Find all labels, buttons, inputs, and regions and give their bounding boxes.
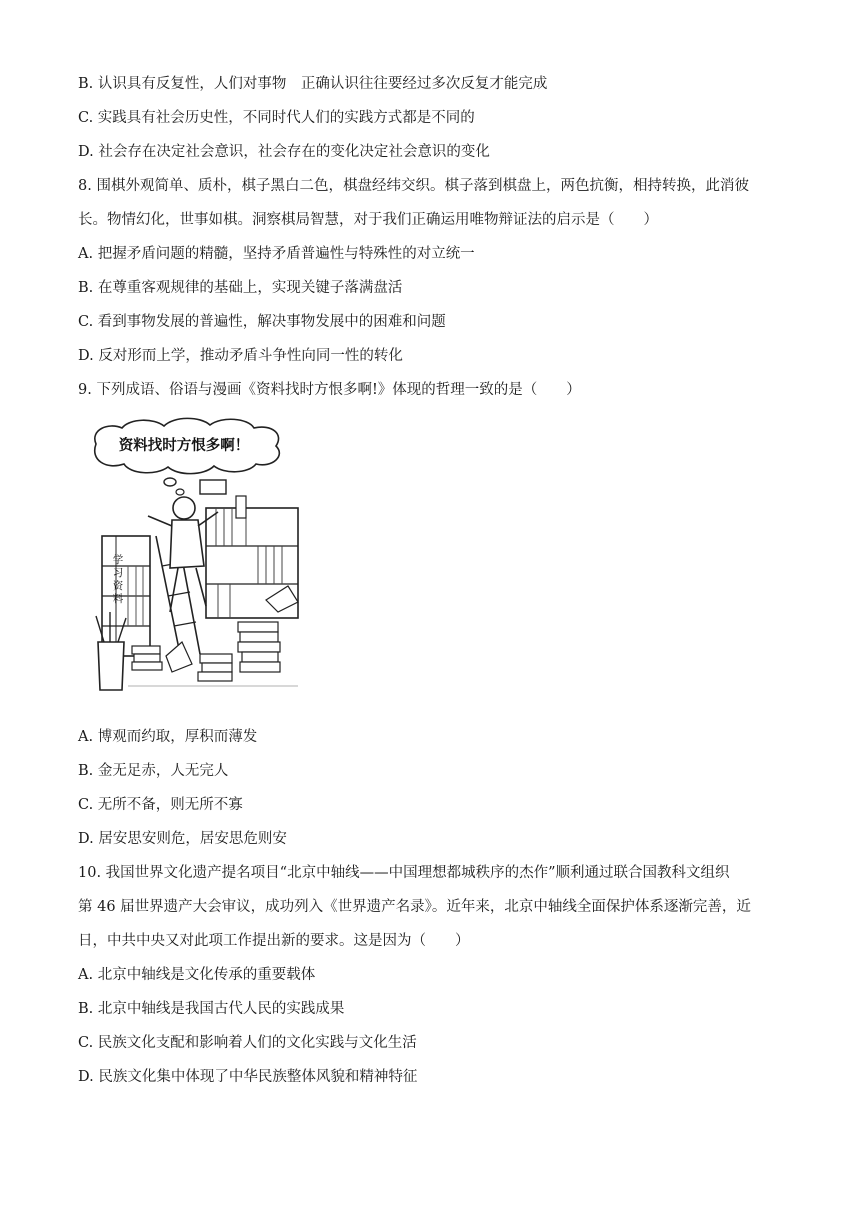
question-9-option-a: A. 博观而约取，厚积而薄发 [78, 729, 258, 745]
cartoon-figure [88, 416, 306, 702]
question-10-option-d: D. 民族文化集中体现了中华民族整体风貌和精神特征 [78, 1069, 418, 1085]
question-10-stem-3: 日，中共中央又对此项工作提出新的要求。这是因为（ ） [78, 933, 470, 949]
question-10-stem-2: 第 46 届世界遗产大会审议，成功列入《世界遗产名录》。近年来，北京中轴线全面保护体系逐渐完善，近 [78, 899, 751, 915]
line-7C: C. 实践具有社会历史性，不同时代人们的实践方式都是不同的 [78, 110, 475, 126]
question-9-option-b: B. 金无足赤，人无完人 [78, 763, 229, 779]
question-10-option-a: A. 北京中轴线是文化传承的重要载体 [78, 967, 316, 983]
question-10-stem-1: 10. 我国世界文化遗产提名项目“北京中轴线——中国理想都城秩序的杰作”顺利通过联合国教科文组织 [78, 865, 730, 881]
question-8-option-b: B. 在尊重客观规律的基础上，实现关键子落满盘活 [78, 280, 403, 296]
line-7D: D. 社会存在决定社会意识，社会存在的变化决定社会意识的变化 [78, 144, 490, 160]
cartoon-spine-text: 学 习 资 料 [112, 554, 124, 605]
question-10-option-c: C. 民族文化支配和影响着人们的文化实践与文化生活 [78, 1035, 417, 1051]
question-10-option-b: B. 北京中轴线是我国古代人民的实践成果 [78, 1001, 345, 1017]
question-8-option-c: C. 看到事物发展的普遍性，解决事物发展中的困难和问题 [78, 314, 446, 330]
line-7B: B. 认识具有反复性，人们对事物 正确认识往往要经过多次反复才能完成 [78, 76, 548, 92]
question-8-option-d: D. 反对形而上学，推动矛盾斗争性向同一性的转化 [78, 348, 403, 364]
question-8-option-a: A. 把握矛盾问题的精髓，坚持矛盾普遍性与特殊性的对立统一 [78, 246, 475, 262]
question-8-stem-1: 8. 围棋外观简单、质朴，棋子黑白二色，棋盘经纬交织。棋子落到棋盘上，两色抗衡，相持转换，此消彼 [78, 178, 749, 194]
question-9-stem: 9. 下列成语、俗语与漫画《资料找时方恨多啊!》体现的哲理一致的是（ ） [78, 382, 581, 398]
cartoon-bubble-text: 资料找时方恨多啊！ [118, 438, 250, 454]
question-9-option-d: D. 居安思安则危，居安思危则安 [78, 831, 287, 847]
question-9-option-c: C. 无所不备，则无所不寡 [78, 797, 243, 813]
question-8-stem-2: 长。物情幻化，世事如棋。洞察棋局智慧，对于我们正确运用唯物辩证法的启示是（ ） [78, 212, 658, 228]
